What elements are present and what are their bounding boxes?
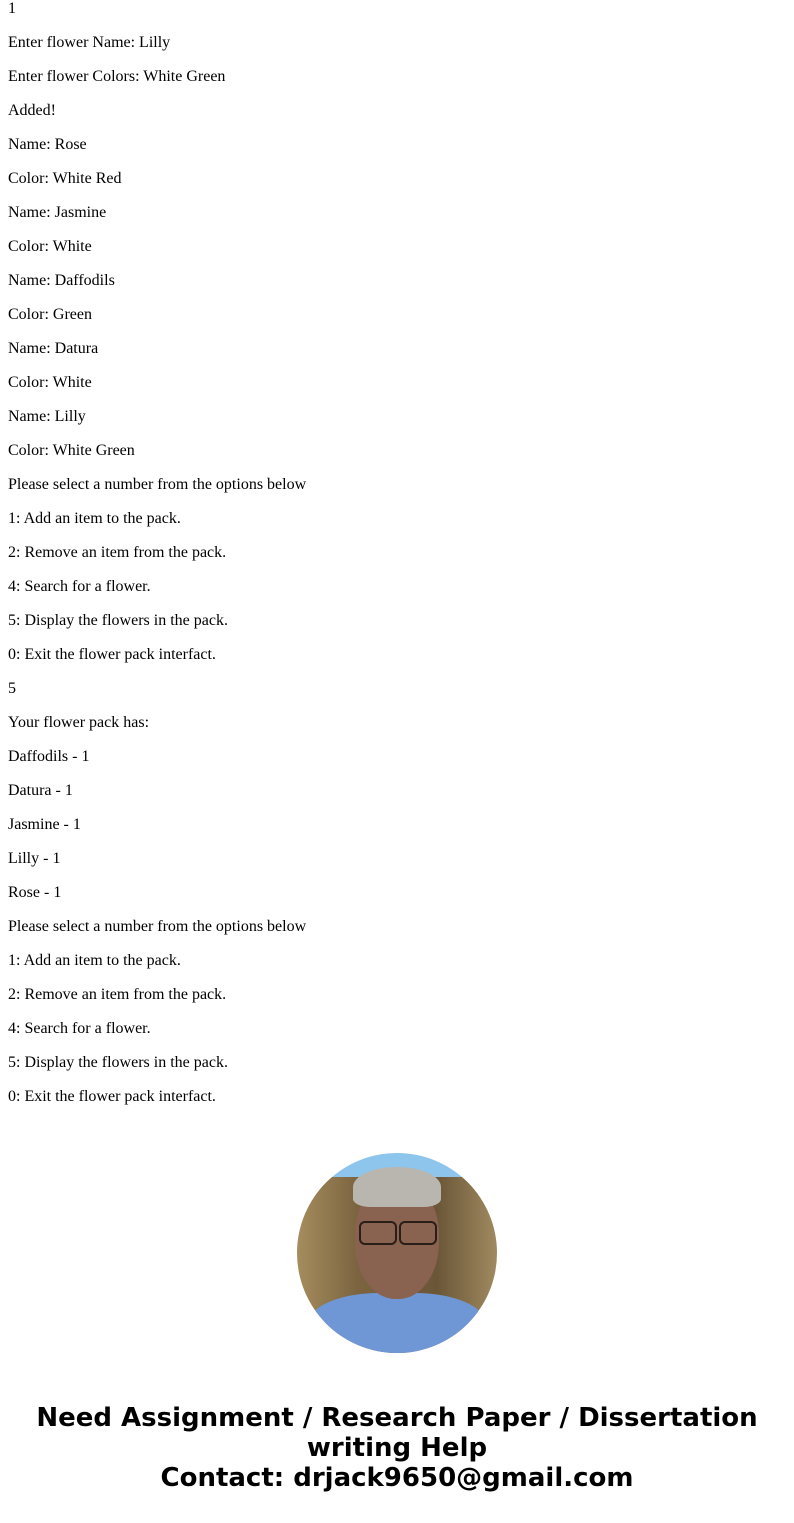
console-line: Name: Rose [8,136,87,153]
console-line: Enter flower Name: Lilly [8,34,171,51]
console-line: Name: Datura [8,340,99,357]
console-line: 0: Exit the flower pack interfact. [8,1088,216,1105]
console-line: Color: Green [8,306,92,323]
console-line: Jasmine - 1 [8,816,81,833]
console-line: Your flower pack has: [8,714,150,731]
console-line: 1: Add an item to the pack. [8,510,181,527]
console-line: Name: Lilly [8,408,86,425]
photo-shirt [307,1293,487,1353]
banner-line-2: writing Help [306,1433,488,1463]
console-line: Enter flower Colors: White Green [8,68,226,85]
console-line: Color: White Green [8,442,135,459]
contact-email: Contact: drjack9650@gmail.com [160,1463,634,1493]
photo-glasses [357,1221,437,1243]
console-line: 2: Remove an item from the pack. [8,986,227,1003]
console-line: 1 [8,0,16,17]
console-line: Please select a number from the options below [8,476,307,493]
contact-banner [0,1403,794,1493]
console-line: 5: Display the flowers in the pack. [8,612,228,629]
console-line: Rose - 1 [8,884,62,901]
console-line: 2: Remove an item from the pack. [8,544,227,561]
console-line: Color: White Red [8,170,122,187]
console-line: 5: Display the flowers in the pack. [8,1054,228,1071]
console-line: 5 [8,680,16,697]
console-line: 4: Search for a flower. [8,1020,151,1037]
console-line: Color: White [8,238,92,255]
console-line: Datura - 1 [8,782,73,799]
author-photo [297,1153,497,1353]
photo-hair [353,1167,441,1207]
console-line: 4: Search for a flower. [8,578,151,595]
console-line: Please select a number from the options below [8,918,307,935]
console-line: Name: Jasmine [8,204,107,221]
console-line: Added! [8,102,56,119]
console-line: 0: Exit the flower pack interfact. [8,646,216,663]
console-line: Color: White [8,374,92,391]
console-line: Daffodils - 1 [8,748,90,765]
console-output [8,0,306,1122]
console-line: Lilly - 1 [8,850,61,867]
console-line: Name: Daffodils [8,272,115,289]
banner-line-1: Need Assignment / Research Paper / Dissertation [36,1403,758,1433]
console-line: 1: Add an item to the pack. [8,952,181,969]
